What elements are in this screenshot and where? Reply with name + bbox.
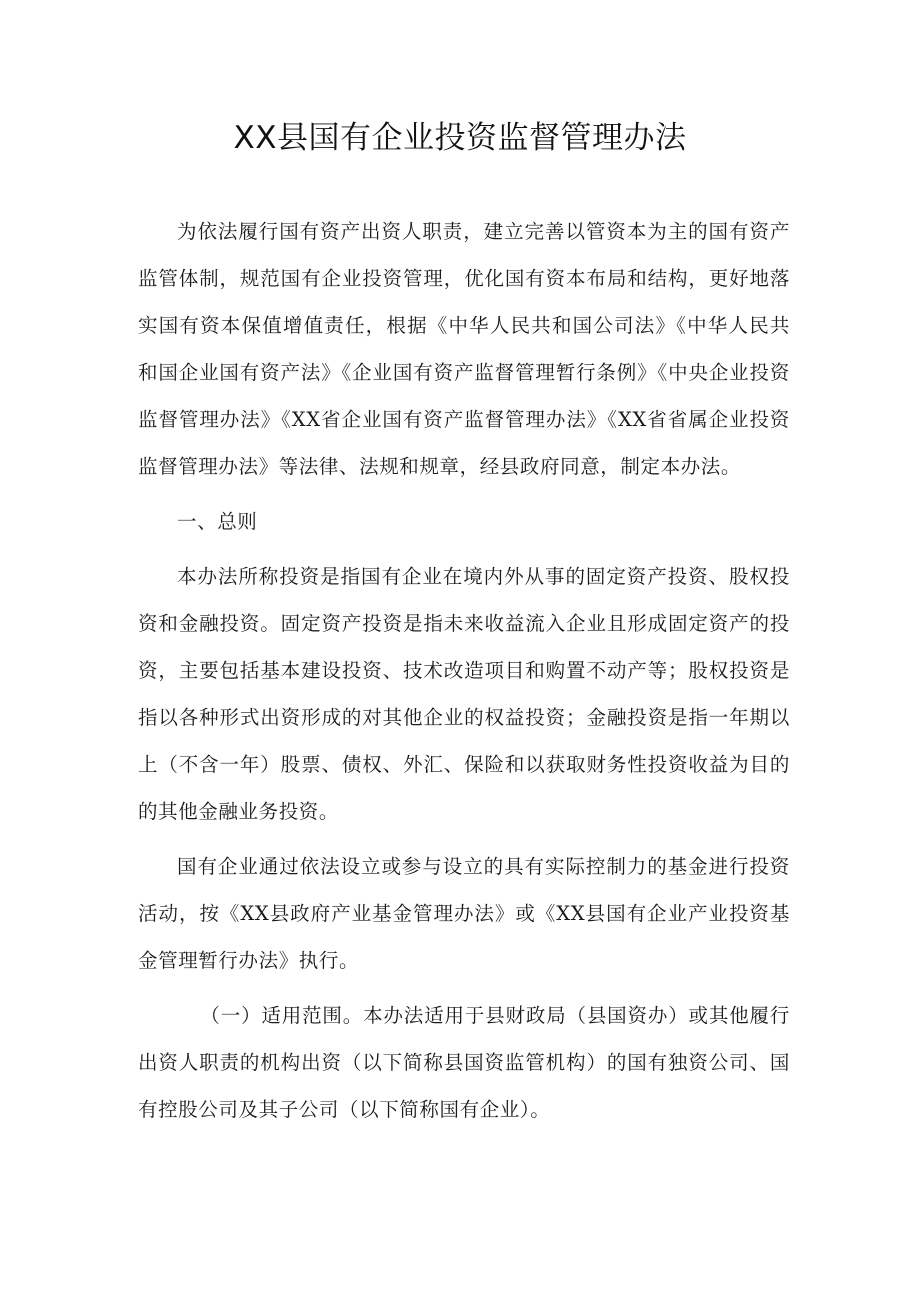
paragraph-investment-definition: 本办法所称投资是指国有企业在境内外从事的固定资产投资、股权投资和金融投资。固定资产投资是指未来收益流入企业且形成固定资产的投资，主要包括基本建设投资、技术改造项目和购置不动产等；股权投资是指以各种形式出资形成的对其他企业的权益投资；金融投资是指一年期以上（不含一年）股票、债权、外汇、保险和以获取财务性投资收益为目的的其他金融业务投资。	[138, 565, 790, 823]
document-title: XX县国有企业投资监督管理办法	[233, 120, 687, 156]
paragraph-scope: （一）适用范围。本办法适用于县财政局（县国资办）或其他履行出资人职责的机构出资（以下简称县国资监管机构）的国有独资公司、国有控股公司及其子公司（以下简称国有企业）。	[138, 1004, 790, 1121]
paragraph-fund-investment: 国有企业通过依法设立或参与设立的具有实际控制力的基金进行投资活动，按《XX县政府产业基金管理办法》或《XX县国有企业产业投资基金管理暂行办法》执行。	[138, 855, 790, 972]
document-body	[138, 208, 790, 1141]
paragraph-preamble: 为依法履行国有资产出资人职责，建立完善以管资本为主的国有资产监管体制，规范国有企业投资管理，优化国有资本布局和结构，更好地落实国有资本保值增值责任，根据《中华人民共和国公司法》《中华人民共和国企业国有资产法》《企业国有资产监督管理暂行条例》《中央企业投资监督管理办法》《XX省企业国有资产监督管理办法》《XX省省属企业投资监督管理办法》等法律、法规和规章，经县政府同意，制定本办法。	[138, 220, 790, 478]
section-heading-general: 一、总则	[177, 510, 258, 533]
